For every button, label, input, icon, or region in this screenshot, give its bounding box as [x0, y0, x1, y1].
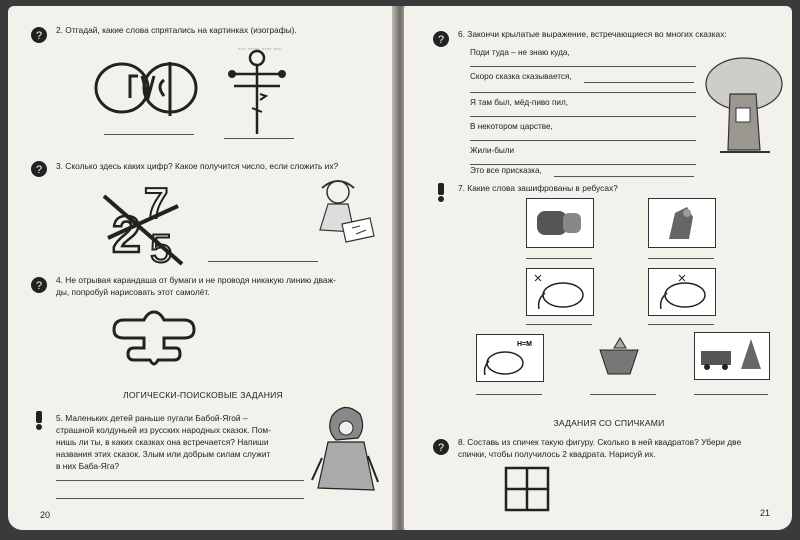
rebus-barrel	[526, 198, 594, 248]
baba-yaga-illustration	[308, 398, 382, 494]
task-2-text: 2. Отгадай, какие слова спрятались на картинках (изографы).	[56, 25, 297, 35]
phrase-4: В некотором царстве,	[470, 122, 553, 131]
left-page	[8, 6, 396, 530]
svg-text:?: ?	[437, 442, 445, 454]
exclamation-head-icon	[432, 182, 450, 202]
exclamation-head-icon	[30, 410, 48, 430]
girl-drawing-illustration	[308, 174, 378, 246]
rebus-mosquito-elephant	[526, 268, 594, 316]
question-head-icon	[30, 24, 48, 44]
answer-line[interactable]	[590, 394, 656, 395]
right-page	[404, 6, 792, 530]
answer-line[interactable]	[56, 480, 304, 481]
rebus-elephant-letters	[476, 334, 544, 382]
task-5-line-1: 5. Маленьких детей раньше пугали Бабой-Ягой –	[56, 413, 248, 423]
rebus-train-tree	[694, 332, 770, 380]
question-head-icon	[30, 158, 48, 178]
answer-line[interactable]	[56, 498, 304, 499]
answer-line[interactable]	[208, 261, 318, 262]
task-6-text: 6. Закончи крылатые выражение, встречающиеся во многих сказках:	[458, 29, 727, 39]
isograph-picture-2	[222, 46, 292, 136]
task-4-text-line-2: ды, попробуй нарисовать этот самолёт.	[56, 287, 210, 297]
matchstick-squares-figure	[504, 466, 550, 512]
task-4-text-line-1: 4. Не отрывая карандаша от бумаги и не проводя никакую линию дваж-	[56, 275, 336, 285]
bleed-through-text: ▪▪▪ ▪▪▪▪▪ ▪▪▪▪ ▪▪▪	[238, 46, 282, 53]
task-5-line-3: нишь ли ты, в каких сказках она встречается? Напиши	[56, 437, 269, 447]
svg-text:7: 7	[144, 179, 169, 228]
answer-line[interactable]	[526, 258, 592, 259]
answer-line[interactable]	[526, 324, 592, 325]
oak-tree-house-illustration	[700, 54, 784, 156]
svg-text:?: ?	[437, 34, 445, 46]
question-head-icon	[432, 436, 450, 456]
svg-text:?: ?	[35, 164, 43, 176]
phrase-6: Это все присказка,	[470, 166, 542, 175]
phrase-2: Скоро сказка сказывается,	[470, 72, 572, 81]
answer-line[interactable]	[694, 394, 768, 395]
airplane-outline-picture	[106, 310, 202, 370]
svg-text:?: ?	[35, 30, 43, 42]
rebus-mosquito-elephant-2	[648, 268, 716, 316]
rebus-fish-pot	[590, 336, 648, 378]
question-head-icon	[30, 274, 48, 294]
answer-line[interactable]	[584, 82, 694, 83]
phrase-5: Жили-были	[470, 146, 515, 155]
task-5-line-4: названия этих сказок. Злым или добрым силам служит	[56, 449, 271, 459]
answer-line[interactable]	[470, 92, 696, 93]
phrase-3: Я там был, мёд-пиво пил,	[470, 98, 569, 107]
task-5-text	[56, 412, 326, 472]
svg-text:?: ?	[35, 280, 43, 292]
task-7-text: 7. Какие слова зашифрованы в ребусах?	[458, 183, 618, 193]
task-3-text: 3. Сколько здесь каких цифр? Какое получится число, если сложить их?	[56, 161, 339, 171]
svg-text:2: 2	[112, 206, 141, 264]
task-8-text-line-1: 8. Составь из спичек такую фигуру. Сколько в ней квадратов? Убери две	[458, 437, 742, 447]
answer-line[interactable]	[470, 116, 696, 117]
section-heading-logic: ЛОГИЧЕСКИ-ПОИСКОВЫЕ ЗАДАНИЯ	[123, 390, 283, 400]
page-number: 21	[760, 508, 771, 518]
isograph-picture-1	[92, 46, 202, 126]
answer-line[interactable]	[470, 140, 696, 141]
section-heading-matches: ЗАДАНИЯ СО СПИЧКАМИ	[553, 418, 665, 428]
question-head-icon	[432, 28, 450, 48]
answer-line[interactable]	[470, 164, 696, 165]
svg-text:5: 5	[150, 227, 173, 271]
answer-line[interactable]	[648, 258, 714, 259]
answer-line[interactable]	[648, 324, 714, 325]
rebus-letter-substitution: Н=М	[517, 341, 532, 348]
answer-line[interactable]	[554, 176, 694, 177]
phrase-1: Поди туда – не знаю куда,	[470, 48, 570, 57]
answer-line[interactable]	[476, 394, 542, 395]
rebus-wolf	[648, 198, 716, 248]
task-5-line-2: страшной колдуньей из русских народных сказок. Пом-	[56, 425, 271, 435]
task-8-text-line-2: спички, чтобы получилось 2 квадрата. Нарисуй их.	[458, 449, 656, 459]
answer-line[interactable]	[104, 134, 194, 135]
task-5-line-5: в них Баба-Яга?	[56, 461, 120, 471]
answer-line[interactable]	[470, 66, 696, 67]
page-number: 20	[40, 510, 51, 520]
answer-line[interactable]	[224, 138, 294, 139]
overlapping-digits-picture	[98, 178, 188, 271]
